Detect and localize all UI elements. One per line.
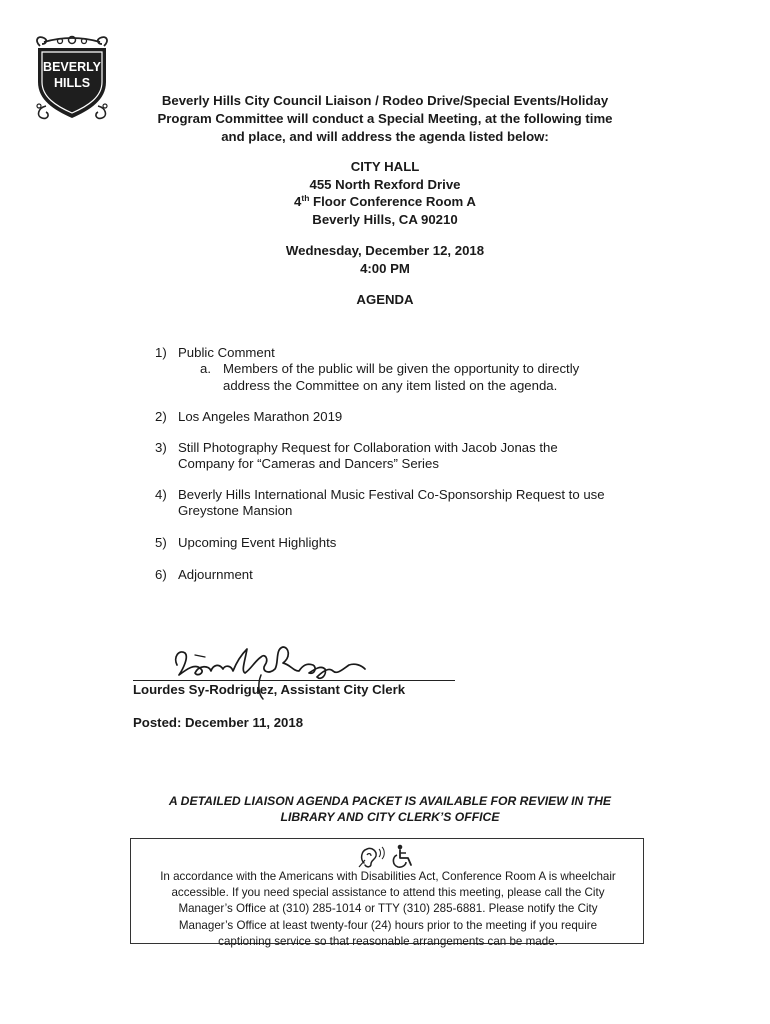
ada-line-4: Manager’s Office at least twenty-four (24) hours prior to the meeting if you require bbox=[178, 918, 598, 932]
agenda-item-text-cont: Greystone Mansion bbox=[178, 503, 293, 518]
location-name: CITY HALL bbox=[350, 159, 420, 174]
agenda-sub-item-text-1: Members of the public will be given the opportunity to directly bbox=[223, 361, 580, 376]
agenda-item-text: Upcoming Event Highlights bbox=[178, 535, 337, 550]
ada-statement bbox=[131, 869, 645, 950]
notice-line-1: A DETAILED LIAISON AGENDA PACKET IS AVAILABLE FOR REVIEW IN THE bbox=[168, 794, 612, 808]
floor-ordinal: th bbox=[301, 193, 310, 203]
ada-line-3: Manager’s Office at (310) 285-1014 or TTY (310) 285-6881. Please notify the City bbox=[178, 902, 598, 916]
agenda-item-number: 4) bbox=[155, 487, 167, 502]
agenda-sub-item-letter: a. bbox=[200, 361, 211, 376]
agenda-item-text: Beverly Hills International Music Festival Co-Sponsorship Request to use bbox=[178, 487, 605, 502]
meeting-date: Wednesday, December 12, 2018 bbox=[285, 243, 485, 258]
notice-line-2: LIBRARY AND CITY CLERK’S OFFICE bbox=[280, 810, 500, 824]
agenda-item-text: Still Photography Request for Collaboration with Jacob Jonas the bbox=[178, 440, 558, 455]
agenda-item-text-cont: Company for “Cameras and Dancers” Series bbox=[178, 456, 439, 471]
meeting-location bbox=[185, 158, 585, 228]
ada-line-5: captioning service so that reasonable arrangements can be made. bbox=[218, 934, 558, 948]
location-floor bbox=[185, 193, 585, 211]
agenda-item-number: 5) bbox=[155, 535, 167, 550]
agenda-item-text: Los Angeles Marathon 2019 bbox=[178, 409, 343, 424]
floor-number: 4 bbox=[294, 194, 302, 209]
announcement-line-2: Program Committee will conduct a Special Meeting, at the following time bbox=[157, 111, 613, 126]
shield-crest-icon bbox=[30, 34, 114, 126]
ada-accessibility-box bbox=[130, 838, 644, 948]
agenda-item-number: 1) bbox=[155, 345, 167, 360]
announcement-line-3: and place, and will address the agenda listed below: bbox=[221, 129, 549, 144]
agenda-item-number: 2) bbox=[155, 409, 167, 424]
clerk-name: Lourdes Sy-Rodriguez, Assistant City Clerk bbox=[133, 682, 406, 697]
agenda-item-number: 3) bbox=[155, 440, 167, 455]
agenda-item-text: Adjournment bbox=[178, 567, 253, 582]
agenda-item-text: Public Comment bbox=[178, 345, 275, 360]
agenda-packet-notice bbox=[140, 793, 640, 825]
logo-text-hills: HILLS bbox=[53, 76, 91, 90]
agenda-sub-item-text-2: address the Committee on any item listed on the agenda. bbox=[223, 378, 558, 393]
location-street: 455 North Rexford Drive bbox=[309, 176, 461, 192]
beverly-hills-logo bbox=[30, 34, 114, 126]
signature-line bbox=[133, 680, 455, 681]
accessibility-icons bbox=[356, 843, 420, 869]
meeting-datetime bbox=[185, 242, 585, 277]
agenda-title: AGENDA bbox=[356, 292, 414, 307]
posted-date: Posted: December 11, 2018 bbox=[133, 715, 304, 730]
hearing-assistance-icon bbox=[359, 847, 384, 867]
floor-room: Floor Conference Room A bbox=[309, 194, 476, 209]
location-city: Beverly Hills, CA 90210 bbox=[312, 211, 458, 227]
meeting-time: 4:00 PM bbox=[360, 260, 410, 276]
wheelchair-icon bbox=[393, 845, 411, 867]
meeting-announcement bbox=[120, 92, 650, 146]
logo-text-beverly: BEVERLY bbox=[43, 60, 101, 74]
ada-line-2: accessible. If you need special assistance to attend this meeting, please call the City bbox=[171, 886, 605, 900]
agenda-item-number: 6) bbox=[155, 567, 167, 582]
announcement-line-1: Beverly Hills City Council Liaison / Rodeo Drive/Special Events/Holiday bbox=[161, 93, 609, 108]
ada-line-1: In accordance with the Americans with Disabilities Act, Conference Room A is wheelchair bbox=[160, 870, 616, 883]
